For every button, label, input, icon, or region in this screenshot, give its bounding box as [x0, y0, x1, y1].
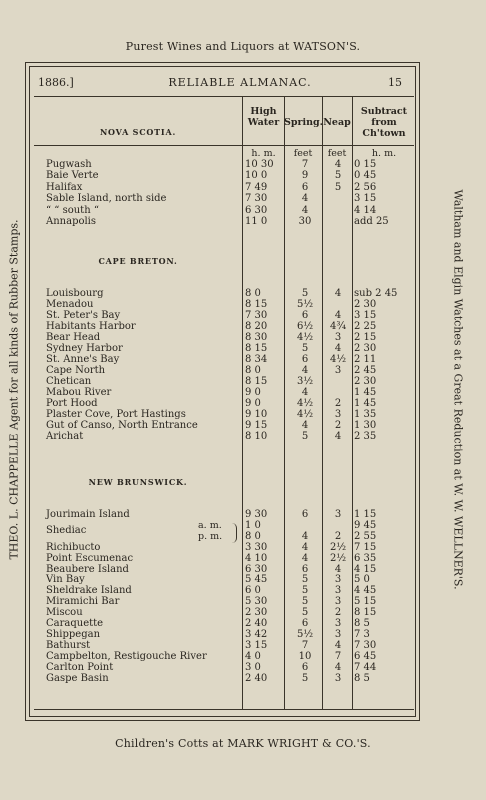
high-water-time: 3 30 [245, 541, 268, 553]
shediac-brace [232, 523, 237, 543]
spring-tide-height: 4 [301, 204, 309, 216]
table-row [0, 365, 486, 376]
spring-tide-height: 7 [301, 639, 309, 651]
place-name: Arichat [46, 431, 84, 442]
spring-tide-height: 4 [301, 552, 309, 564]
high-water-header-line: Water [247, 117, 280, 128]
neap-tide-height: 4 [334, 563, 342, 575]
spring-tide-height: 6 [301, 618, 309, 629]
high-water-time: 6 0 [245, 585, 261, 597]
table-row [0, 662, 486, 673]
table-row [0, 564, 486, 575]
top-advertisement: Purest Wines and Liquors at WATSON'S. [125, 40, 361, 53]
subtract-time: 2 25 [354, 321, 377, 332]
place-name: Point Escumenac [46, 552, 134, 564]
high-water-time: 3 0 [245, 661, 261, 673]
place-name: Bear Head [46, 332, 101, 343]
subtract-time: 8 5 [354, 618, 370, 629]
place-name: Louisbourg [46, 288, 104, 299]
neap-tide-height: 2½ [329, 552, 347, 564]
place-name: St. Anne's Bay [46, 354, 120, 365]
high-water-time: 3 42 [245, 628, 268, 640]
table-row [0, 354, 486, 365]
subtract-time: 9 45 [354, 519, 377, 531]
table-row [0, 299, 486, 310]
spring-tide-height: 6½ [296, 321, 314, 332]
place-name: Annapolis [46, 216, 97, 227]
neap-tide-height: 4 [334, 159, 342, 170]
neap-tide-height: 4 [334, 343, 342, 354]
spring-tide-height: 4 [301, 365, 309, 376]
high-water-time: 9 15 [245, 420, 268, 431]
neap-tide-height: 3 [334, 628, 342, 640]
neap-tide-height: 4 [334, 639, 342, 651]
spring-tide-height: 4½ [296, 332, 314, 343]
place-name: Bathurst [46, 639, 91, 651]
subtract-time: 2 56 [354, 181, 377, 193]
neap-tide-height: 3 [334, 509, 342, 520]
right-advertisement: Waltham and Elgin Watches at a Great Reduction at W. W. WELLNER'S. [451, 189, 465, 590]
neap-tide-height: 2½ [329, 541, 347, 553]
table-row [0, 343, 486, 354]
subtract-time: 2 55 [354, 530, 377, 542]
spring-tide-height: 6 [301, 509, 309, 520]
spring-tide-height: 3½ [296, 376, 314, 387]
high-water-time: 6 30 [245, 563, 268, 575]
subtract-header-line: from [371, 117, 397, 128]
place-name: Gut of Canso, North Entrance [46, 420, 198, 431]
high-water-time: 2 30 [245, 607, 268, 619]
high-water-time: 11 0 [245, 216, 268, 227]
place-name: St. Peter's Bay [46, 310, 121, 321]
neap-tide-height: 3 [334, 574, 342, 586]
subtract-time: 1 15 [354, 509, 377, 520]
subtract-time: 0 15 [354, 159, 377, 170]
header-title: RELIABLE ALMANAC. [168, 76, 312, 89]
neap-tide-height: 3 [334, 585, 342, 597]
subtract-time: 4 14 [354, 204, 377, 216]
table-row [0, 387, 486, 398]
spring-tide-height: 5 [301, 585, 309, 597]
high-water-time: 8 15 [245, 376, 268, 387]
neap-tide-height: 5 [334, 170, 342, 182]
high-water-time: 10 30 [245, 159, 274, 170]
place-name: Plaster Cove, Port Hastings [46, 409, 186, 420]
subtract-time: 7 3 [354, 628, 370, 640]
neap-tide-height: 4 [334, 661, 342, 673]
place-name: Sydney Harbor [46, 343, 123, 354]
subtract-time: 8 5 [354, 672, 370, 684]
subtract-time: 2 15 [354, 332, 377, 343]
neap-tide-height: 4½ [329, 354, 347, 365]
table-bottom-rule [34, 709, 414, 710]
high-water-time: 8 0 [245, 365, 261, 376]
subtract-time: 4 15 [354, 563, 377, 575]
subtract-header-line: Ch'town [362, 128, 406, 139]
subtract-time: sub 2 45 [354, 288, 398, 299]
table-row [0, 585, 486, 596]
high-water-header-line: High [250, 106, 277, 117]
subtract-time: 7 15 [354, 541, 377, 553]
table-row [0, 431, 486, 442]
high-water-time: 8 0 [245, 288, 261, 299]
spring-tide-height: 5 [301, 288, 309, 299]
place-name: Cape North [46, 365, 106, 376]
neap-tide-height: 3 [334, 365, 342, 376]
subtract-time: 5 0 [354, 574, 370, 586]
bottom-advertisement: Children's Cotts at MARK WRIGHT & CO.'S. [115, 737, 371, 750]
high-water-time: 9 0 [245, 387, 261, 398]
table-row [0, 574, 486, 585]
place-name: Port Hood [46, 398, 98, 409]
neap-unit: feet [327, 148, 347, 159]
subtract-header-line: Subtract [360, 106, 408, 117]
high-water-time: 5 45 [245, 574, 268, 586]
spring-tide-height: 4 [301, 387, 309, 398]
subtract-time: 7 30 [354, 639, 377, 651]
header-rule [34, 96, 414, 97]
spring-tide-height: 6 [301, 563, 309, 575]
table-row [0, 542, 486, 553]
spring-tide-height: 4 [301, 541, 309, 553]
table-row [0, 193, 486, 204]
high-water-time: 7 30 [245, 310, 268, 321]
neap-tide-height: 3 [334, 409, 342, 420]
spring-tide-height: 4 [301, 530, 309, 542]
neap-tide-height: 5 [334, 181, 342, 193]
table-row [0, 607, 486, 618]
subtract-time: 3 15 [354, 193, 377, 205]
header-year: 1886.] [38, 76, 74, 89]
spring-tide-height: 7 [301, 159, 309, 170]
neap-tide-height: 4 [334, 431, 342, 442]
neap-tide-height: 4 [334, 288, 342, 299]
subtract-time: 2 35 [354, 431, 377, 442]
table-row [0, 509, 486, 520]
table-row [0, 321, 486, 332]
spring-tide-height: 9 [301, 170, 309, 182]
place-name: Sheldrake Island [46, 585, 132, 597]
high-water-time: 2 40 [245, 618, 268, 629]
place-name: Richibucto [46, 541, 101, 553]
am-pm-label: a. m. [198, 519, 222, 531]
place-name: Jourimain Island [46, 509, 130, 520]
place-name: Caraquette [46, 618, 104, 629]
neap-header: Neap [323, 117, 351, 128]
table-row [0, 673, 486, 684]
table-row [0, 651, 486, 662]
neap-tide-height: 3 [334, 672, 342, 684]
spring-tide-height: 5 [301, 343, 309, 354]
high-water-time: 4 0 [245, 650, 261, 662]
table-row [0, 310, 486, 321]
table-row [0, 420, 486, 431]
place-name: Campbelton, Restigouche River [46, 650, 207, 662]
table-row [0, 531, 486, 542]
spring-tide-height: 5½ [296, 628, 314, 640]
spring-tide-height: 5 [301, 574, 309, 586]
place-name: Carlton Point [46, 661, 114, 673]
spring-tide-height: 6 [301, 661, 309, 673]
subtract-time: 1 30 [354, 420, 377, 431]
spring-tide-height: 10 [298, 650, 312, 662]
neap-tide-height: 7 [334, 650, 342, 662]
table-row [0, 553, 486, 564]
high-water-time: 8 15 [245, 343, 268, 354]
high-water-time: 8 20 [245, 321, 268, 332]
high-water-time: 1 0 [245, 519, 261, 531]
high-water-header [243, 106, 284, 128]
high-water-time: 4 10 [245, 552, 268, 564]
table-row [0, 596, 486, 607]
subtract-time: 4 45 [354, 585, 377, 597]
subtract-time: 7 44 [354, 661, 377, 673]
section-title: NEW BRUNSWICK. [88, 477, 188, 487]
neap-tide-height: 2 [334, 607, 342, 619]
table-row [0, 398, 486, 409]
place-name: Chetican [46, 376, 92, 387]
subtract-header [353, 106, 415, 139]
subtract-time: 2 30 [354, 343, 377, 354]
place-name: “ “ south “ [46, 204, 99, 216]
place-name: Shippegan [46, 628, 101, 640]
neap-tide-height: 3 [334, 618, 342, 629]
spring-tide-height: 5 [301, 672, 309, 684]
table-row [0, 409, 486, 420]
header-page-number: 15 [388, 76, 402, 89]
table-row [0, 288, 486, 299]
subtract-time: 3 15 [354, 310, 377, 321]
place-name: Shediac [46, 524, 87, 536]
left-advertisement: THEO. L. CHAPPELLE Agent for all kinds of Rubber Stamps. [7, 219, 21, 560]
subtract-time: 6 45 [354, 650, 377, 662]
table-row [0, 640, 486, 651]
subtract-time: 0 45 [354, 170, 377, 182]
table-row [0, 170, 486, 181]
high-water-time: 8 0 [245, 530, 261, 542]
spring-tide-height: 4 [301, 420, 309, 431]
spring-unit: feet [293, 148, 313, 159]
section-title: NOVA SCOTIA. [99, 127, 177, 137]
high-water-time: 8 10 [245, 431, 268, 442]
neap-tide-height: 4 [334, 310, 342, 321]
table-row [0, 159, 486, 170]
subtract-time: 2 11 [354, 354, 377, 365]
subtract-time: 1 45 [354, 398, 377, 409]
spring-tide-height: 5 [301, 431, 309, 442]
table-row [0, 376, 486, 387]
subtract-unit: h. m. [371, 148, 397, 159]
spring-tide-height: 4 [301, 193, 309, 205]
spring-tide-height: 30 [298, 216, 312, 227]
subtract-time: 8 15 [354, 607, 377, 619]
subtract-time: add 25 [354, 216, 389, 227]
high-water-time: 7 30 [245, 193, 268, 205]
column-head-rule [34, 145, 414, 146]
spring-tide-height: 4½ [296, 409, 314, 420]
subtract-time: 1 35 [354, 409, 377, 420]
high-water-time: 8 34 [245, 354, 268, 365]
high-water-time: 6 30 [245, 204, 268, 216]
spring-header: Spring. [284, 117, 323, 128]
place-name: Miscou [46, 607, 83, 619]
table-row [0, 216, 486, 227]
place-name: Halifax [46, 181, 83, 193]
place-name: Beaubere Island [46, 563, 129, 575]
am-pm-label: p. m. [198, 530, 223, 542]
subtract-time: 6 35 [354, 552, 377, 564]
table-row [0, 332, 486, 343]
place-name: Miramichi Bar [46, 596, 120, 608]
neap-tide-height: 4¾ [329, 321, 347, 332]
table-row [0, 618, 486, 629]
subtract-time: 5 15 [354, 596, 377, 608]
high-water-time: 7 49 [245, 181, 268, 193]
high-water-time: 8 15 [245, 299, 268, 310]
place-name: Menadou [46, 299, 94, 310]
place-name: Pugwash [46, 159, 92, 170]
subtract-time: 1 45 [354, 387, 377, 398]
high-water-time: 9 0 [245, 398, 261, 409]
section-title: CAPE BRETON. [98, 256, 178, 266]
subtract-time: 2 30 [354, 376, 377, 387]
place-name: Baie Verte [46, 170, 99, 182]
high-water-time: 3 15 [245, 639, 268, 651]
spring-tide-height: 6 [301, 354, 309, 365]
subtract-time: 2 30 [354, 299, 377, 310]
spring-tide-height: 6 [301, 181, 309, 193]
table-row [0, 182, 486, 193]
neap-tide-height: 2 [334, 398, 342, 409]
neap-tide-height: 3 [334, 596, 342, 608]
high-water-time: 9 30 [245, 509, 268, 520]
high-water-time: 5 30 [245, 596, 268, 608]
spring-tide-height: 5 [301, 607, 309, 619]
high-water-time: 2 40 [245, 672, 268, 684]
place-name: Habitants Harbor [46, 321, 136, 332]
spring-tide-height: 6 [301, 310, 309, 321]
place-name: Mabou River [46, 387, 112, 398]
high-water-time: 8 30 [245, 332, 268, 343]
table-row [0, 629, 486, 640]
place-name: Gaspe Basin [46, 672, 109, 684]
high-water-time: 9 10 [245, 409, 268, 420]
table-row [0, 205, 486, 216]
spring-tide-height: 4½ [296, 398, 314, 409]
subtract-time: 2 45 [354, 365, 377, 376]
spring-tide-height: 5½ [296, 299, 314, 310]
place-name: Sable Island, north side [46, 193, 167, 205]
neap-tide-height: 2 [334, 530, 342, 542]
place-name: Vin Bay [46, 574, 85, 586]
high-water-unit: h. m. [251, 148, 276, 159]
spring-tide-height: 5 [301, 596, 309, 608]
neap-tide-height: 2 [334, 420, 342, 431]
neap-tide-height: 3 [334, 332, 342, 343]
high-water-time: 10 0 [245, 170, 268, 182]
